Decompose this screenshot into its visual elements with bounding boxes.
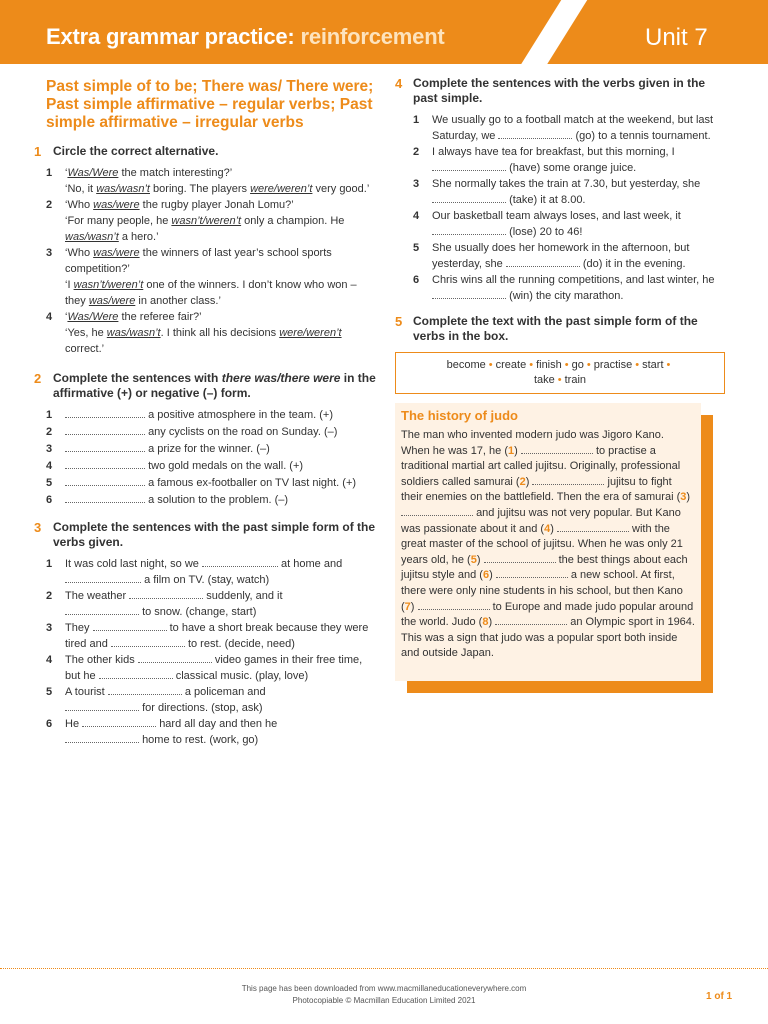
gap-paren: ) xyxy=(489,569,493,582)
list-item xyxy=(46,407,376,423)
gap-paren: ) xyxy=(514,444,518,457)
title-main: Extra grammar practice: xyxy=(46,24,295,49)
item-number: 5 xyxy=(46,477,53,489)
reading-text xyxy=(401,428,695,662)
item-text: ‘Who xyxy=(65,247,94,259)
item-text: classical music. (play, love) xyxy=(175,670,309,682)
answer-blank[interactable] xyxy=(496,568,568,578)
exercise-number: 2 xyxy=(34,371,42,386)
exercise-items xyxy=(46,407,376,508)
item-number: 6 xyxy=(46,494,53,506)
item-text: to snow. (change, start) xyxy=(142,606,257,618)
list-item xyxy=(46,716,376,748)
reading-panel xyxy=(395,403,709,681)
exercise-number: 1 xyxy=(34,144,42,159)
answer-blank[interactable] xyxy=(418,600,490,610)
item-number: 4 xyxy=(46,311,53,323)
left-column xyxy=(34,76,376,748)
item-text: suddenly, and it xyxy=(206,590,283,602)
separator-dot: • xyxy=(564,359,569,371)
answer-blank[interactable] xyxy=(99,669,173,679)
item-text: (do) it in the evening. xyxy=(582,258,686,270)
item-text: to have a short break because they were tired and xyxy=(65,622,369,650)
item-text: only a champion. He xyxy=(241,215,345,227)
list-item xyxy=(46,165,376,197)
list-item xyxy=(46,424,376,440)
item-number: 1 xyxy=(46,409,53,421)
alternative-choice[interactable]: were/weren’t xyxy=(250,183,313,195)
item-text: ‘Yes, he xyxy=(65,327,107,339)
item-text: a policeman and xyxy=(184,686,266,698)
word-box-item: create xyxy=(495,359,527,371)
item-number: 6 xyxy=(46,718,53,730)
answer-blank[interactable] xyxy=(111,637,185,647)
page-header xyxy=(0,0,768,70)
unit-label: Unit 7 xyxy=(645,24,708,51)
item-number: 2 xyxy=(413,146,420,158)
alternative-choice[interactable]: was/wasn’t xyxy=(106,327,161,339)
answer-blank[interactable] xyxy=(65,733,139,743)
answer-blank[interactable] xyxy=(129,589,203,599)
answer-blank[interactable] xyxy=(65,459,145,469)
item-number: 4 xyxy=(413,210,420,222)
list-item xyxy=(46,441,376,457)
item-text: ‘Who xyxy=(65,199,94,211)
reading-title: The history of judo xyxy=(401,408,518,423)
item-text: They xyxy=(65,622,90,634)
list-item xyxy=(413,176,725,208)
exercise-items xyxy=(46,165,376,357)
list-item xyxy=(46,197,376,245)
item-text: the rugby player Jonah Lomu?’ xyxy=(139,199,294,211)
answer-blank[interactable] xyxy=(557,522,629,532)
item-text: the match interesting?’ xyxy=(118,167,233,179)
list-item xyxy=(413,112,725,144)
page-title xyxy=(46,24,445,50)
answer-blank[interactable] xyxy=(484,553,556,563)
exercise-5 xyxy=(395,314,725,344)
item-number: 1 xyxy=(413,114,420,126)
item-number: 6 xyxy=(413,274,420,286)
item-text: ‘For many people, he xyxy=(65,215,172,227)
alternative-choice[interactable]: was/wasn’t xyxy=(96,183,150,195)
answer-blank[interactable] xyxy=(65,476,145,486)
separator-dot: • xyxy=(666,359,671,371)
footer xyxy=(0,983,768,1007)
section-title xyxy=(46,78,376,132)
separator-dot: • xyxy=(529,359,534,371)
exercise-instruction xyxy=(46,371,376,401)
alternative-choice[interactable]: were/weren’t xyxy=(279,327,342,339)
gap-paren: ) xyxy=(550,522,554,535)
item-text: (have) some orange juice. xyxy=(509,162,637,174)
item-text: (go) to a tennis tournament. xyxy=(575,130,711,142)
gap-paren: ) xyxy=(525,475,530,488)
exercise-items xyxy=(413,112,725,304)
answer-blank[interactable] xyxy=(93,621,167,631)
item-text: The weather xyxy=(65,590,127,602)
list-item xyxy=(46,652,376,684)
footer-download-note: This page has been downloaded from www.macmillaneducationeverywhere.com xyxy=(241,984,527,993)
word-box-item: finish xyxy=(536,359,562,371)
item-text: the winners of last year’s school sports competition?’ xyxy=(65,247,332,275)
item-number: 3 xyxy=(46,622,53,634)
exercise-number: 3 xyxy=(34,520,42,535)
item-text: . I think all his decisions xyxy=(160,327,280,339)
list-item xyxy=(46,556,376,588)
answer-blank[interactable] xyxy=(506,257,580,267)
separator-dot: • xyxy=(557,374,562,386)
item-number: 3 xyxy=(46,247,53,259)
item-text: ‘ xyxy=(65,167,68,179)
item-text: I always have tea for breakfast, but this morning, I xyxy=(432,146,675,158)
gap-number: 1 xyxy=(508,444,515,457)
reading-sentence: jujitsu to fight their enemies on the battlefield. Then the era of samurai ( xyxy=(401,475,681,504)
item-text: any cyclists on the road on Sunday. (–) xyxy=(148,426,338,438)
instruction-text: Complete the sentences with xyxy=(53,371,222,385)
exercise-items xyxy=(46,556,376,748)
item-text: She normally takes the train at 7.30, but yesterday, she xyxy=(432,178,701,190)
list-item xyxy=(46,309,376,357)
item-number: 3 xyxy=(46,443,53,455)
reading-sentence: The man who invented modern judo was Jigoro Kano. When he was 17, he ( xyxy=(401,429,664,457)
item-text: boring. The players xyxy=(149,183,251,195)
instruction-text: in the affirmative (+) or negative (–) form. xyxy=(53,371,376,400)
item-text: It was cold last night, so we xyxy=(65,558,199,570)
reading-sentence: the best things about each jujitsu style and ( xyxy=(401,553,688,582)
alternative-choice[interactable]: was/were xyxy=(88,295,136,307)
footer-copyright: Photocopiable © Macmillan Education Limited 2021 xyxy=(292,996,476,1005)
reading-sentence: and jujitsu was not very popular. But Kano was passionate about it and ( xyxy=(401,506,681,535)
item-text: two gold medals on the wall. (+) xyxy=(148,460,304,472)
list-item xyxy=(46,620,376,652)
gap-paren: ) xyxy=(686,491,691,504)
word-box-item: start xyxy=(642,359,664,371)
item-text: We usually go to a football match at the weekend, but last Saturday, we xyxy=(432,114,714,142)
item-number: 1 xyxy=(46,558,53,570)
answer-blank[interactable] xyxy=(65,442,145,452)
gap-paren: ) xyxy=(410,600,415,613)
item-number: 5 xyxy=(413,242,420,254)
item-text: (take) it at 8.00. xyxy=(509,194,586,206)
item-text: a positive atmosphere in the team. (+) xyxy=(148,409,334,421)
answer-blank[interactable] xyxy=(65,408,145,418)
exercise-instruction: Complete the sentences with the past simple form of the verbs given. xyxy=(53,520,376,549)
item-text: Chris wins all the running competitions, and last winter, he xyxy=(432,274,715,286)
reading-sentence: an Olympic sport in 1964. This was a sign that judo was a popular sport both inside and outside Japan. xyxy=(401,616,695,660)
item-number: 3 xyxy=(413,178,420,190)
item-text: correct.’ xyxy=(65,343,105,355)
right-column xyxy=(395,76,725,681)
alternative-choice[interactable]: Was/Were xyxy=(67,167,119,179)
item-text: the referee fair?’ xyxy=(118,311,202,323)
item-text: home to rest. (work, go) xyxy=(142,734,259,746)
item-number: 1 xyxy=(46,167,53,179)
list-item xyxy=(46,588,376,620)
item-text: at home and xyxy=(281,558,343,570)
gap-number: 6 xyxy=(482,569,490,582)
answer-blank[interactable] xyxy=(108,685,182,695)
page-number: 1 of 1 xyxy=(706,991,733,1002)
alternative-choice[interactable]: wasn’t/weren’t xyxy=(171,215,242,227)
word-box-item: train xyxy=(564,374,587,386)
exercise-instruction: Circle the correct alternative. xyxy=(53,144,219,158)
item-text: He xyxy=(65,718,80,730)
item-text: a famous ex-footballer on TV last night. (+) xyxy=(148,477,357,489)
gap-paren: ) xyxy=(488,616,493,629)
separator-dot: • xyxy=(635,359,640,371)
answer-blank[interactable] xyxy=(82,717,156,727)
exercise-instruction: Complete the sentences with the verbs given in the past simple. xyxy=(413,76,706,105)
answer-blank[interactable] xyxy=(432,161,506,171)
reading-sentence: to Europe and made judo popular around the world. Judo ( xyxy=(401,600,694,629)
word-box-item: take xyxy=(533,374,555,386)
list-item xyxy=(46,458,376,474)
alternative-choice[interactable]: wasn’t/weren’t xyxy=(73,279,144,291)
item-text: video games in their free time, but he xyxy=(65,654,363,682)
item-text: (lose) 20 to 46! xyxy=(509,226,583,238)
item-number: 2 xyxy=(46,426,53,438)
item-text: one of the winners. I don’t know who won – they xyxy=(65,279,357,307)
gap-number: 5 xyxy=(470,553,477,566)
word-box xyxy=(395,352,725,394)
word-box-item: go xyxy=(571,359,584,371)
exercise-number: 5 xyxy=(395,314,403,329)
item-number: 4 xyxy=(46,460,53,472)
gap-number: 2 xyxy=(519,475,526,488)
gap-paren: ) xyxy=(476,553,481,566)
list-item xyxy=(46,492,376,508)
list-item xyxy=(413,272,725,304)
item-text: (win) the city marathon. xyxy=(509,290,624,302)
separator-dot: • xyxy=(586,359,591,371)
item-text: for directions. (stop, ask) xyxy=(142,702,263,714)
alternative-choice[interactable]: was/wasn’t xyxy=(65,231,119,243)
item-text: in another class.’ xyxy=(135,295,221,307)
answer-blank[interactable] xyxy=(532,475,604,485)
list-item xyxy=(413,240,725,272)
item-text: a hero.’ xyxy=(118,231,159,243)
separator-dot: • xyxy=(488,359,493,371)
reading-sentence: to practise a traditional martial art called jujitsu. Originally, professional soldiers called samurai ( xyxy=(401,444,681,488)
gap-number: 8 xyxy=(482,616,489,629)
exercise-4 xyxy=(395,76,725,304)
item-text: Our basketball team always loses, and last week, it xyxy=(432,210,681,222)
answer-blank[interactable] xyxy=(65,605,139,615)
list-item xyxy=(413,144,725,176)
list-item xyxy=(46,475,376,491)
item-text: a film on TV. (stay, watch) xyxy=(144,574,270,586)
answer-blank[interactable] xyxy=(432,193,506,203)
item-number: 4 xyxy=(46,654,53,666)
item-number: 5 xyxy=(46,686,53,698)
instruction-emphasis: there was/there were xyxy=(221,371,341,385)
answer-blank[interactable] xyxy=(65,701,139,711)
gap-number: 3 xyxy=(680,491,687,504)
gap-number: 7 xyxy=(404,600,411,613)
item-number: 2 xyxy=(46,590,53,602)
answer-blank[interactable] xyxy=(495,615,567,625)
alternative-choice[interactable]: Was/Were xyxy=(67,311,119,323)
item-text: The other kids xyxy=(65,654,135,666)
section-title-text: Past simple of to be; There was/ There were; Past simple affirmative – regular verbs; Past simple affirmative – irregular verbs xyxy=(46,78,374,131)
answer-blank[interactable] xyxy=(65,573,141,583)
answer-blank[interactable] xyxy=(432,225,506,235)
item-text: ‘ xyxy=(65,311,68,323)
item-text: hard all day and then he xyxy=(159,718,278,730)
item-text: to rest. (decide, need) xyxy=(187,638,295,650)
item-text: ‘I xyxy=(65,279,74,291)
list-item xyxy=(46,684,376,716)
answer-blank[interactable] xyxy=(498,129,572,139)
answer-blank[interactable] xyxy=(521,444,593,454)
item-number: 2 xyxy=(46,199,53,211)
reading-sentence: a new school. At first, there were only nine students in his school, but then Kano ( xyxy=(401,569,683,613)
item-text: a solution to the problem. (–) xyxy=(148,494,289,506)
word-box-item: become xyxy=(446,359,486,371)
answer-blank[interactable] xyxy=(65,493,145,503)
item-text: a prize for the winner. (–) xyxy=(148,443,270,455)
list-item xyxy=(413,208,725,240)
title-accent: reinforcement xyxy=(300,24,445,49)
alternative-choice[interactable]: was/were xyxy=(93,199,140,211)
answer-blank[interactable] xyxy=(138,653,212,663)
item-text: A tourist xyxy=(65,686,105,698)
answer-blank[interactable] xyxy=(65,425,145,435)
exercise-1 xyxy=(34,144,376,357)
exercise-instruction: Complete the text with the past simple form of the verbs in the box. xyxy=(413,314,698,343)
item-text: She usually does her homework in the afternoon, but yesterday, she xyxy=(432,242,690,270)
list-item xyxy=(46,245,376,309)
reading-sentence: with the great master of the school of jujitsu. When he was only 21 years old, he ( xyxy=(401,522,683,566)
gap-number: 4 xyxy=(544,522,551,535)
exercise-3 xyxy=(34,520,376,748)
reading-card xyxy=(395,403,701,681)
item-text: ‘No, it xyxy=(65,183,97,195)
answer-blank[interactable] xyxy=(432,289,506,299)
item-text: very good.’ xyxy=(312,183,370,195)
word-box-item: practise xyxy=(593,359,633,371)
answer-blank[interactable] xyxy=(202,557,278,567)
exercise-2 xyxy=(34,371,376,508)
answer-blank[interactable] xyxy=(401,506,473,516)
exercise-number: 4 xyxy=(395,76,403,91)
alternative-choice[interactable]: was/were xyxy=(93,247,140,259)
footer-divider xyxy=(0,968,768,969)
